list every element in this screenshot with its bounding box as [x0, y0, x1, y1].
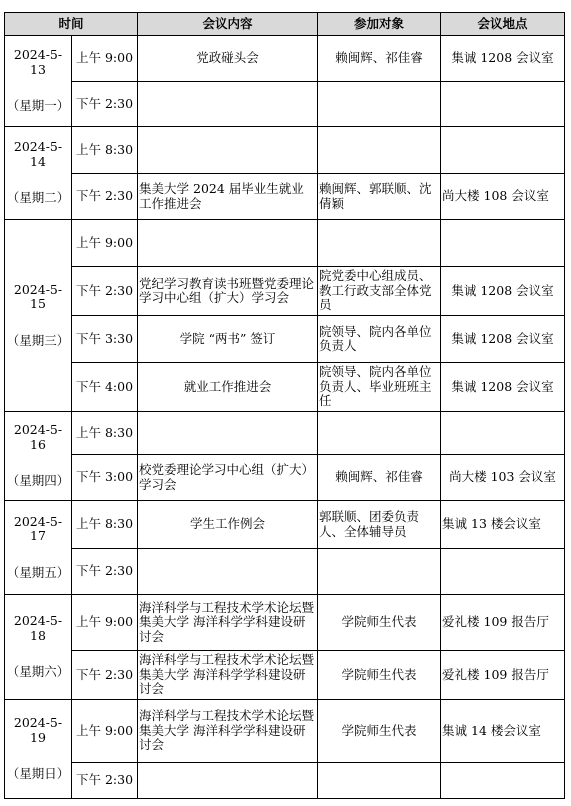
attendees-cell — [318, 412, 441, 455]
table-row — [5, 501, 565, 549]
time-cell: 下午 2:30 — [72, 549, 138, 595]
content-cell: 党纪学习教育读书班暨党委理论学习中心组（扩大）学习会 — [138, 267, 318, 316]
schedule-table — [4, 12, 565, 799]
time-cell: 下午 2:30 — [72, 267, 138, 316]
time-cell: 下午 2:30 — [72, 763, 138, 799]
attendees-cell — [318, 82, 441, 127]
content-cell — [138, 127, 318, 174]
header-location: 会议地点 — [441, 13, 565, 36]
date-text: 2024-5-17 — [13, 513, 63, 544]
attendees-cell: 赖闽辉、祁佳睿 — [318, 36, 441, 82]
date-cell — [5, 220, 72, 412]
header-row — [5, 13, 565, 36]
time-cell: 上午 9:00 — [72, 220, 138, 267]
location-cell: 集诚 1208 会议室 — [441, 363, 565, 412]
weekday-text: （星期五） — [6, 564, 70, 580]
weekday-text: （星期四） — [6, 473, 70, 489]
table-row — [5, 455, 565, 501]
location-cell: 爱礼楼 109 报告厅 — [441, 651, 565, 700]
attendees-cell: 院党委中心组成员、教工行政支部全体党员 — [318, 267, 441, 316]
location-cell — [441, 220, 565, 267]
table-row — [5, 220, 565, 267]
weekday-text: （星期六） — [6, 664, 70, 680]
table-row — [5, 127, 565, 174]
attendees-cell: 学院师生代表 — [318, 651, 441, 700]
table-row — [5, 316, 565, 363]
table-row — [5, 651, 565, 700]
date-text: 2024-5-18 — [13, 613, 63, 643]
location-cell — [441, 82, 565, 127]
content-cell: 校党委理论学习中心组（扩大）学习会 — [138, 455, 318, 501]
table-row — [5, 763, 565, 799]
time-cell: 上午 8:30 — [72, 127, 138, 174]
content-cell — [138, 82, 318, 127]
time-cell: 下午 4:00 — [72, 363, 138, 412]
weekday-text: （星期三） — [6, 332, 70, 348]
weekday-text: （星期二） — [6, 190, 70, 206]
time-cell: 上午 8:30 — [72, 412, 138, 455]
location-cell: 爱礼楼 109 报告厅 — [441, 595, 565, 651]
date-text: 2024-5-13 — [13, 47, 63, 77]
content-cell — [138, 412, 318, 455]
table-row — [5, 267, 565, 316]
table-row — [5, 700, 565, 763]
attendees-cell — [318, 763, 441, 799]
date-cell — [5, 36, 72, 127]
date-cell — [5, 412, 72, 501]
attendees-cell — [318, 220, 441, 267]
location-cell: 尚大楼 108 会议室 — [441, 174, 565, 220]
content-cell — [138, 763, 318, 799]
attendees-cell: 学院师生代表 — [318, 700, 441, 763]
attendees-cell: 赖闽辉、祁佳睿 — [318, 455, 441, 501]
header-attendees: 参加对象 — [318, 13, 441, 36]
weekday-text: （星期一） — [6, 98, 70, 114]
date-text: 2024-5-14 — [13, 139, 63, 169]
content-cell — [138, 549, 318, 595]
content-cell: 集美大学 2024 届毕业生就业工作推进会 — [138, 174, 318, 220]
content-cell: 海洋科学与工程技术学术论坛暨集美大学 海洋科学学科建设研讨会 — [138, 651, 318, 700]
location-cell: 集诚 1208 会议室 — [441, 36, 565, 82]
attendees-cell: 赖闽辉、郭联顺、沈倩颖 — [318, 174, 441, 220]
content-cell: 学院 “两书” 签订 — [138, 316, 318, 363]
location-cell: 集诚 13 楼会议室 — [441, 501, 565, 549]
time-cell: 下午 3:30 — [72, 316, 138, 363]
date-text: 2024-5-16 — [13, 422, 63, 452]
time-cell: 上午 8:30 — [72, 501, 138, 549]
date-cell — [5, 127, 72, 220]
attendees-cell — [318, 127, 441, 174]
content-cell — [138, 220, 318, 267]
attendees-cell: 郭联顺、团委负责人、全体辅导员 — [318, 501, 441, 549]
attendees-cell — [318, 549, 441, 595]
date-cell — [5, 595, 72, 700]
time-cell: 下午 3:00 — [72, 455, 138, 501]
location-cell — [441, 412, 565, 455]
location-cell: 集诚 14 楼会议室 — [441, 700, 565, 763]
attendees-cell: 院领导、院内各单位负责人 — [318, 316, 441, 363]
header-content: 会议内容 — [138, 13, 318, 36]
location-cell — [441, 763, 565, 799]
location-cell — [441, 549, 565, 595]
date-text: 2024-5-19 — [13, 715, 63, 745]
table-row — [5, 412, 565, 455]
table-row — [5, 82, 565, 127]
table-row — [5, 36, 565, 82]
table-row — [5, 174, 565, 220]
table-row — [5, 363, 565, 412]
time-cell: 下午 2:30 — [72, 82, 138, 127]
table-row — [5, 595, 565, 651]
content-cell: 海洋科学与工程技术学术论坛暨集美大学 海洋科学学科建设研讨会 — [138, 700, 318, 763]
content-cell: 党政碰头会 — [138, 36, 318, 82]
date-cell — [5, 700, 72, 799]
location-cell: 尚大楼 103 会议室 — [441, 455, 565, 501]
content-cell: 就业工作推进会 — [138, 363, 318, 412]
date-cell — [5, 501, 72, 595]
date-text: 2024-5-15 — [13, 281, 63, 312]
location-cell: 集诚 1208 会议室 — [441, 267, 565, 316]
location-cell — [441, 127, 565, 174]
time-cell: 上午 9:00 — [72, 36, 138, 82]
time-cell: 上午 9:00 — [72, 595, 138, 651]
content-cell: 学生工作例会 — [138, 501, 318, 549]
content-cell: 海洋科学与工程技术学术论坛暨集美大学 海洋科学学科建设研讨会 — [138, 595, 318, 651]
table-row — [5, 549, 565, 595]
time-cell: 下午 2:30 — [72, 174, 138, 220]
location-cell: 集诚 1208 会议室 — [441, 316, 565, 363]
header-time: 时间 — [5, 13, 138, 36]
attendees-cell: 院领导、院内各单位负责人、毕业班班主任 — [318, 363, 441, 412]
weekday-text: （星期日） — [6, 766, 70, 782]
attendees-cell: 学院师生代表 — [318, 595, 441, 651]
time-cell: 下午 2:30 — [72, 651, 138, 700]
time-cell: 上午 9:00 — [72, 700, 138, 763]
